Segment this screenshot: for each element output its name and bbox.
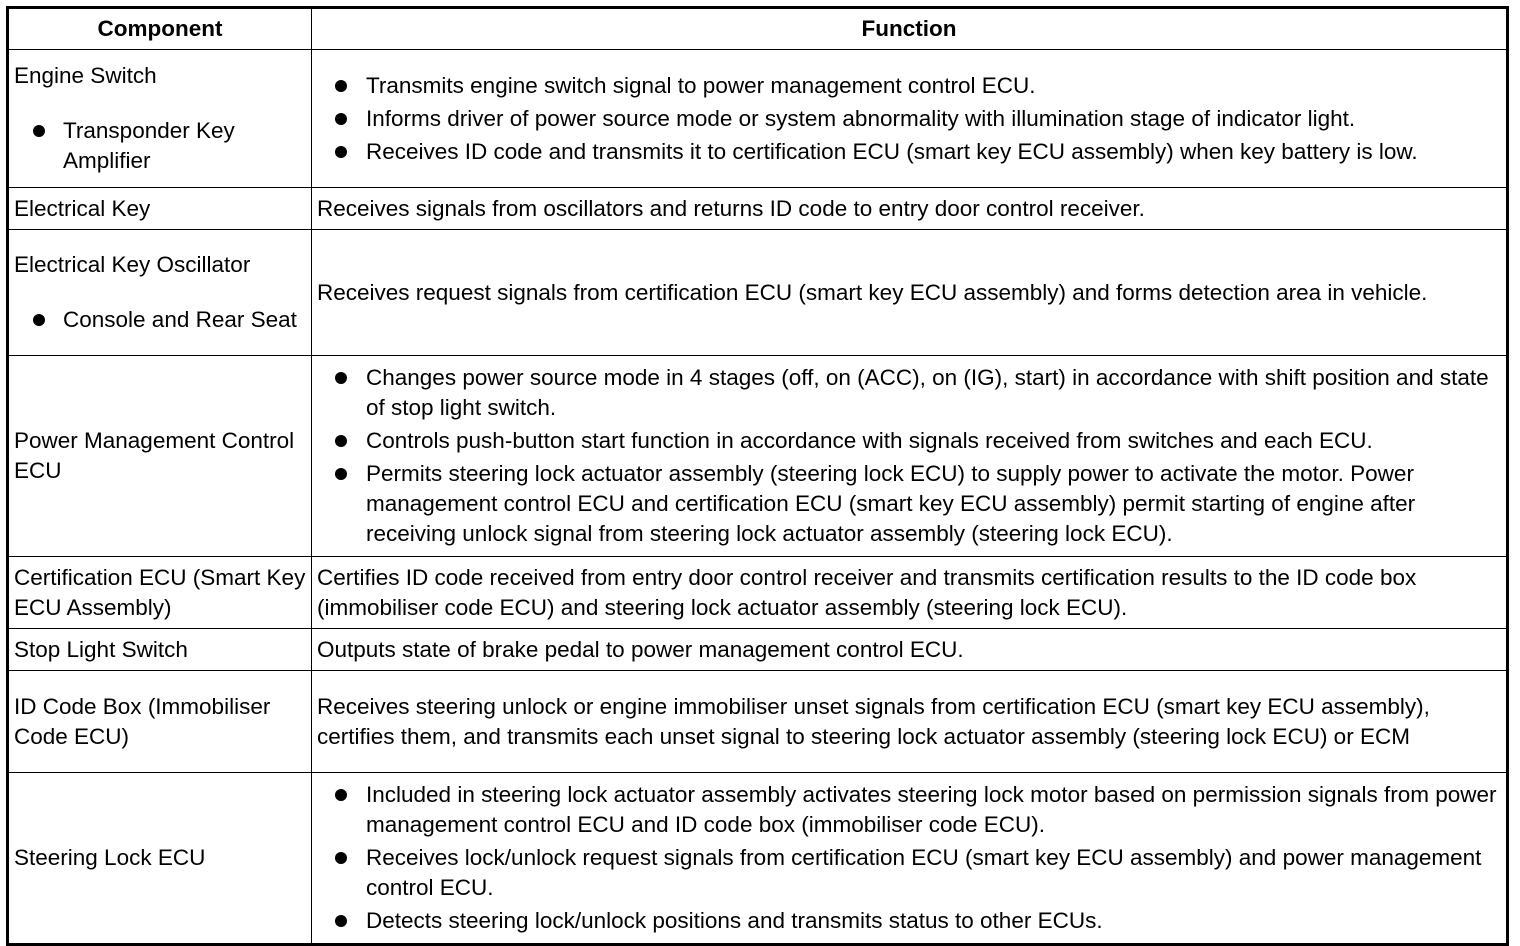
bullet-icon <box>335 435 347 447</box>
function-item: Detects steering lock/unlock positions and transmits status to other ECUs. <box>317 906 1500 936</box>
function-item: Permits steering lock actuator assembly (steering lock ECU) to supply power to activate the motor. Power management control ECU and certification ECU (smart key ECU assembly) permit starting of engine after receiving unlock signal from steering lock actuator assembly (steering lock ECU). <box>317 459 1500 549</box>
component-cell <box>8 671 312 773</box>
function-text: Receives steering unlock or engine immobiliser unset signals from certification ECU (smart key ECU assembly), certifies them, and transmits each unset signal to steering lock actuator assembly (steering lock ECU) or ECM <box>317 693 1430 749</box>
component-name: Steering Lock ECU <box>14 845 206 870</box>
component-cell <box>8 50 312 188</box>
header-function: Function <box>312 8 1508 50</box>
function-cell <box>312 773 1508 945</box>
component-name: Power Management Control ECU <box>14 428 295 483</box>
header-component: Component <box>8 8 312 50</box>
function-item: Receives ID code and transmits it to certification ECU (smart key ECU assembly) when key battery is low. <box>317 137 1500 167</box>
component-name: Electrical Key Oscillator <box>14 252 251 277</box>
table-row <box>8 557 1508 629</box>
bullet-icon <box>33 125 45 137</box>
function-cell <box>312 230 1508 356</box>
function-item: Informs driver of power source mode or system abnormality with illumination stage of indicator light. <box>317 104 1500 134</box>
component-cell <box>8 557 312 629</box>
component-name: ID Code Box (Immobiliser Code ECU) <box>14 693 271 749</box>
function-item: Transmits engine switch signal to power management control ECU. <box>317 71 1500 101</box>
bullet-icon <box>33 314 45 326</box>
sub-component: Transponder Key Amplifier <box>14 116 307 176</box>
component-function-table <box>6 6 1509 946</box>
component-cell <box>8 188 312 230</box>
component-cell <box>8 773 312 945</box>
function-text: Certifies ID code received from entry door control receiver and transmits certification results to the ID code box (immobiliser code ECU) and steering lock actuator assembly (steering lock ECU). <box>317 564 1417 620</box>
function-cell <box>312 50 1508 188</box>
function-cell <box>312 671 1508 773</box>
component-name: Electrical Key <box>14 195 151 221</box>
bullet-icon <box>335 80 347 92</box>
header-row <box>8 8 1508 50</box>
bullet-icon <box>335 113 347 125</box>
bullet-icon <box>335 146 347 158</box>
function-text: Receives request signals from certification ECU (smart key ECU assembly) and forms detection area in vehicle. <box>317 279 1428 305</box>
function-item: Receives lock/unlock request signals from certification ECU (smart key ECU assembly) and power management control ECU. <box>317 843 1500 903</box>
function-item: Included in steering lock actuator assembly activates steering lock motor based on permission signals from power management control ECU and ID code box (immobiliser code ECU). <box>317 780 1500 840</box>
component-cell <box>8 356 312 557</box>
table-row <box>8 671 1508 773</box>
component-name: Stop Light Switch <box>14 636 188 662</box>
component-cell <box>8 629 312 671</box>
table-row <box>8 188 1508 230</box>
function-cell <box>312 356 1508 557</box>
bullet-icon <box>335 915 347 927</box>
table-row <box>8 629 1508 671</box>
table-row <box>8 356 1508 557</box>
sub-component: Console and Rear Seat <box>14 305 307 335</box>
function-cell <box>312 629 1508 671</box>
bullet-icon <box>335 852 347 864</box>
bullet-icon <box>335 789 347 801</box>
table-row <box>8 230 1508 356</box>
bullet-icon <box>335 468 347 480</box>
table-row <box>8 773 1508 945</box>
function-cell <box>312 188 1508 230</box>
component-name: Certification ECU (Smart Key ECU Assembly) <box>14 564 306 620</box>
component-cell <box>8 230 312 356</box>
function-item: Changes power source mode in 4 stages (off, on (ACC), on (IG), start) in accordance with shift position and state of stop light switch. <box>317 363 1500 423</box>
table-row <box>8 50 1508 188</box>
function-item: Controls push-button start function in accordance with signals received from switches and each ECU. <box>317 426 1500 456</box>
component-name: Engine Switch <box>14 63 157 88</box>
function-cell <box>312 557 1508 629</box>
bullet-icon <box>335 372 347 384</box>
function-text: Receives signals from oscillators and returns ID code to entry door control receiver. <box>317 195 1145 221</box>
function-text: Outputs state of brake pedal to power management control ECU. <box>317 636 964 662</box>
